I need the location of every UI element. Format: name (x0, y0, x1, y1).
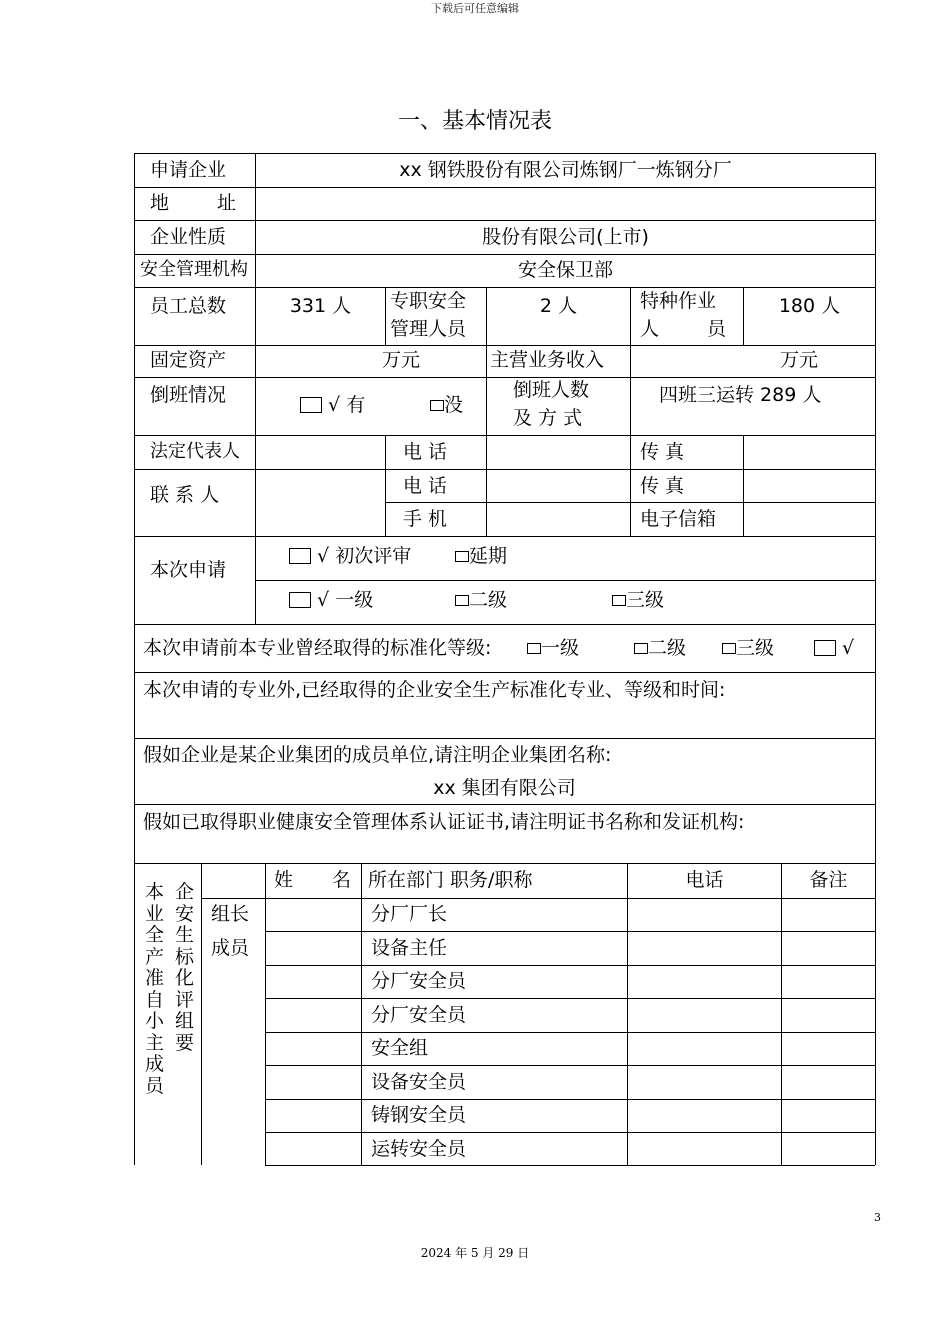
shift-yes-label: √ 有 (328, 394, 366, 416)
rule (265, 1065, 875, 1066)
prev-level-2-option (634, 639, 686, 658)
rule (265, 1099, 875, 1100)
shift-label: 倒班情况 (150, 384, 227, 406)
contact-fax-label: 传 真 (640, 475, 685, 497)
shift-yes-checkbox[interactable] (300, 397, 322, 413)
team-role-member: 成员 (211, 937, 250, 959)
rule (265, 965, 875, 966)
apply-level-3-option (612, 591, 664, 610)
nature-value: 股份有限公司(上市) (482, 226, 649, 248)
rule (627, 863, 628, 1165)
apply-level-3-label: 三级 (626, 589, 665, 611)
prev-level-3-option (722, 639, 774, 658)
first-review-label: √ 初次评审 (317, 545, 412, 567)
shift-no-label: 没 (444, 394, 464, 416)
address-label-a: 地 (150, 192, 170, 214)
rule (630, 435, 631, 536)
team-header-remark: 备注 (809, 869, 848, 891)
staff-total-label: 员工总数 (150, 295, 227, 317)
team-row-dept: 分厂厂长 (371, 903, 448, 925)
shift-mode-label-1: 倒班人数 (513, 379, 590, 401)
team-side-label-1: 本业全产准自小主成员 (145, 881, 165, 1097)
other-standards-text: 本次申请的专业外,已经取得的企业安全生产标准化专业、等级和时间: (143, 679, 726, 701)
rule (255, 580, 875, 581)
shift-yes (300, 396, 365, 415)
rule (134, 345, 875, 346)
rule (134, 435, 875, 436)
safety-org-label: 安全管理机构 (140, 259, 248, 280)
page-header: 下载后可任意编辑 (431, 2, 519, 15)
rule (201, 898, 875, 899)
rule (630, 287, 631, 435)
apply-level-1-label: √ 一级 (317, 589, 374, 611)
prev-level-checkbox[interactable] (814, 640, 836, 656)
rule (875, 153, 876, 1165)
rule (134, 153, 135, 1165)
special-staff-label-2a: 人 (640, 318, 660, 340)
contact-email-label: 电子信箱 (640, 508, 717, 530)
ohs-text: 假如已取得职业健康安全管理体系认证证书,请注明证书名称和发证机构: (143, 811, 745, 833)
apply-level-1-option (289, 591, 373, 610)
team-row-dept: 安全组 (371, 1037, 429, 1059)
prev-level-check-mark: √ (842, 637, 855, 659)
page-number: 3 (874, 1211, 881, 1224)
safety-staff-value: 2 人 (539, 295, 578, 317)
rule (134, 287, 875, 288)
rule (743, 435, 744, 536)
rule (486, 287, 487, 536)
page-title: 一、基本情况表 (397, 109, 552, 134)
contact-mobile-label: 手 机 (403, 508, 448, 530)
rule (265, 1165, 875, 1166)
contact-phone-label: 电 话 (403, 475, 448, 497)
special-staff-label-2b: 员 (707, 318, 727, 340)
rule (361, 863, 362, 1165)
legal-rep-phone-label: 电 话 (403, 441, 448, 463)
team-row-dept: 分厂安全员 (371, 1004, 467, 1026)
team-row-dept: 铸钢安全员 (371, 1104, 467, 1126)
application-label: 本次申请 (150, 559, 227, 581)
extension-option (455, 547, 507, 566)
prev-level-3-checkbox[interactable] (722, 643, 736, 654)
rule (134, 672, 875, 673)
income-label: 主营业务收入 (490, 349, 605, 371)
prev-level-1-option (527, 639, 579, 658)
rule (743, 287, 744, 345)
group-text: 假如企业是某企业集团的成员单位,请注明企业集团名称: (143, 744, 612, 766)
prev-level-2-label: 二级 (648, 637, 687, 659)
team-row-dept: 运转安全员 (371, 1138, 467, 1160)
apply-level-3-checkbox[interactable] (612, 595, 626, 606)
legal-rep-fax-label: 传 真 (640, 441, 685, 463)
rule (255, 153, 256, 624)
prev-level-check-option (814, 639, 854, 658)
address-label-b: 址 (217, 192, 237, 214)
rule (385, 435, 386, 536)
special-staff-value: 180 人 (778, 295, 841, 317)
rule (134, 863, 875, 864)
extension-label: 延期 (469, 545, 508, 567)
rule (134, 153, 875, 154)
page-date: 2024 年 5 月 29 日 (420, 1246, 530, 1260)
team-header-phone: 电话 (685, 869, 724, 891)
income-value: 万元 (780, 349, 819, 371)
rule (134, 536, 875, 537)
apply-level-1-checkbox[interactable] (289, 592, 311, 608)
company-value: xx 钢铁股份有限公司炼钢厂一炼钢分厂 (399, 159, 732, 181)
team-header-name-b: 名 (332, 869, 352, 891)
prev-level-2-checkbox[interactable] (634, 643, 648, 654)
rule (134, 220, 875, 221)
prev-level-1-checkbox[interactable] (527, 643, 541, 654)
rule (134, 377, 875, 378)
apply-level-2-option (455, 591, 507, 610)
extension-checkbox[interactable] (455, 551, 469, 562)
team-row-dept: 设备主任 (371, 937, 448, 959)
rule (265, 998, 875, 999)
rule (134, 804, 875, 805)
safety-staff-label-2: 管理人员 (390, 318, 467, 340)
rule (134, 624, 875, 625)
shift-no (430, 396, 463, 415)
rule (265, 931, 875, 932)
prev-level-1-label: 一级 (541, 637, 580, 659)
rule (134, 738, 875, 739)
team-row-dept: 设备安全员 (371, 1071, 467, 1093)
staff-total-value: 331 人 (289, 295, 352, 317)
special-staff-label-1: 特种作业 (640, 290, 717, 312)
team-header-dept: 所在部门 职务/职称 (368, 869, 533, 891)
rule (201, 863, 202, 1165)
safety-org-value: 安全保卫部 (517, 259, 613, 281)
shift-mode-value: 四班三运转 289 人 (659, 384, 822, 406)
nature-label: 企业性质 (150, 226, 227, 248)
apply-level-2-label: 二级 (469, 589, 508, 611)
first-review-option (289, 547, 411, 566)
group-value: xx 集团有限公司 (433, 777, 576, 799)
rule (265, 863, 266, 1165)
team-header-name-a: 姓 (274, 869, 294, 891)
rule (134, 187, 875, 188)
company-label: 申请企业 (150, 159, 227, 181)
prev-level-3-label: 三级 (736, 637, 775, 659)
team-row-dept: 分厂安全员 (371, 970, 467, 992)
safety-staff-label-1: 专职安全 (390, 290, 467, 312)
shift-mode-label-2: 及 方 式 (513, 407, 583, 429)
contact-label: 联 系 人 (150, 484, 220, 506)
rule (265, 1132, 875, 1133)
apply-level-2-checkbox[interactable] (455, 595, 469, 606)
first-review-checkbox[interactable] (289, 548, 311, 564)
team-side-label-2: 企安生标化评组要 (175, 881, 195, 1054)
legal-rep-label: 法定代表人 (150, 441, 240, 462)
rule (134, 469, 875, 470)
rule (134, 254, 875, 255)
previous-level-text: 本次申请前本专业曾经取得的标准化等级: (143, 637, 492, 659)
rule (781, 863, 782, 1165)
rule (265, 1032, 875, 1033)
shift-no-checkbox[interactable] (430, 400, 444, 411)
rule (385, 287, 386, 345)
team-role-leader: 组长 (211, 903, 250, 925)
assets-value: 万元 (382, 349, 421, 371)
assets-label: 固定资产 (150, 349, 227, 371)
